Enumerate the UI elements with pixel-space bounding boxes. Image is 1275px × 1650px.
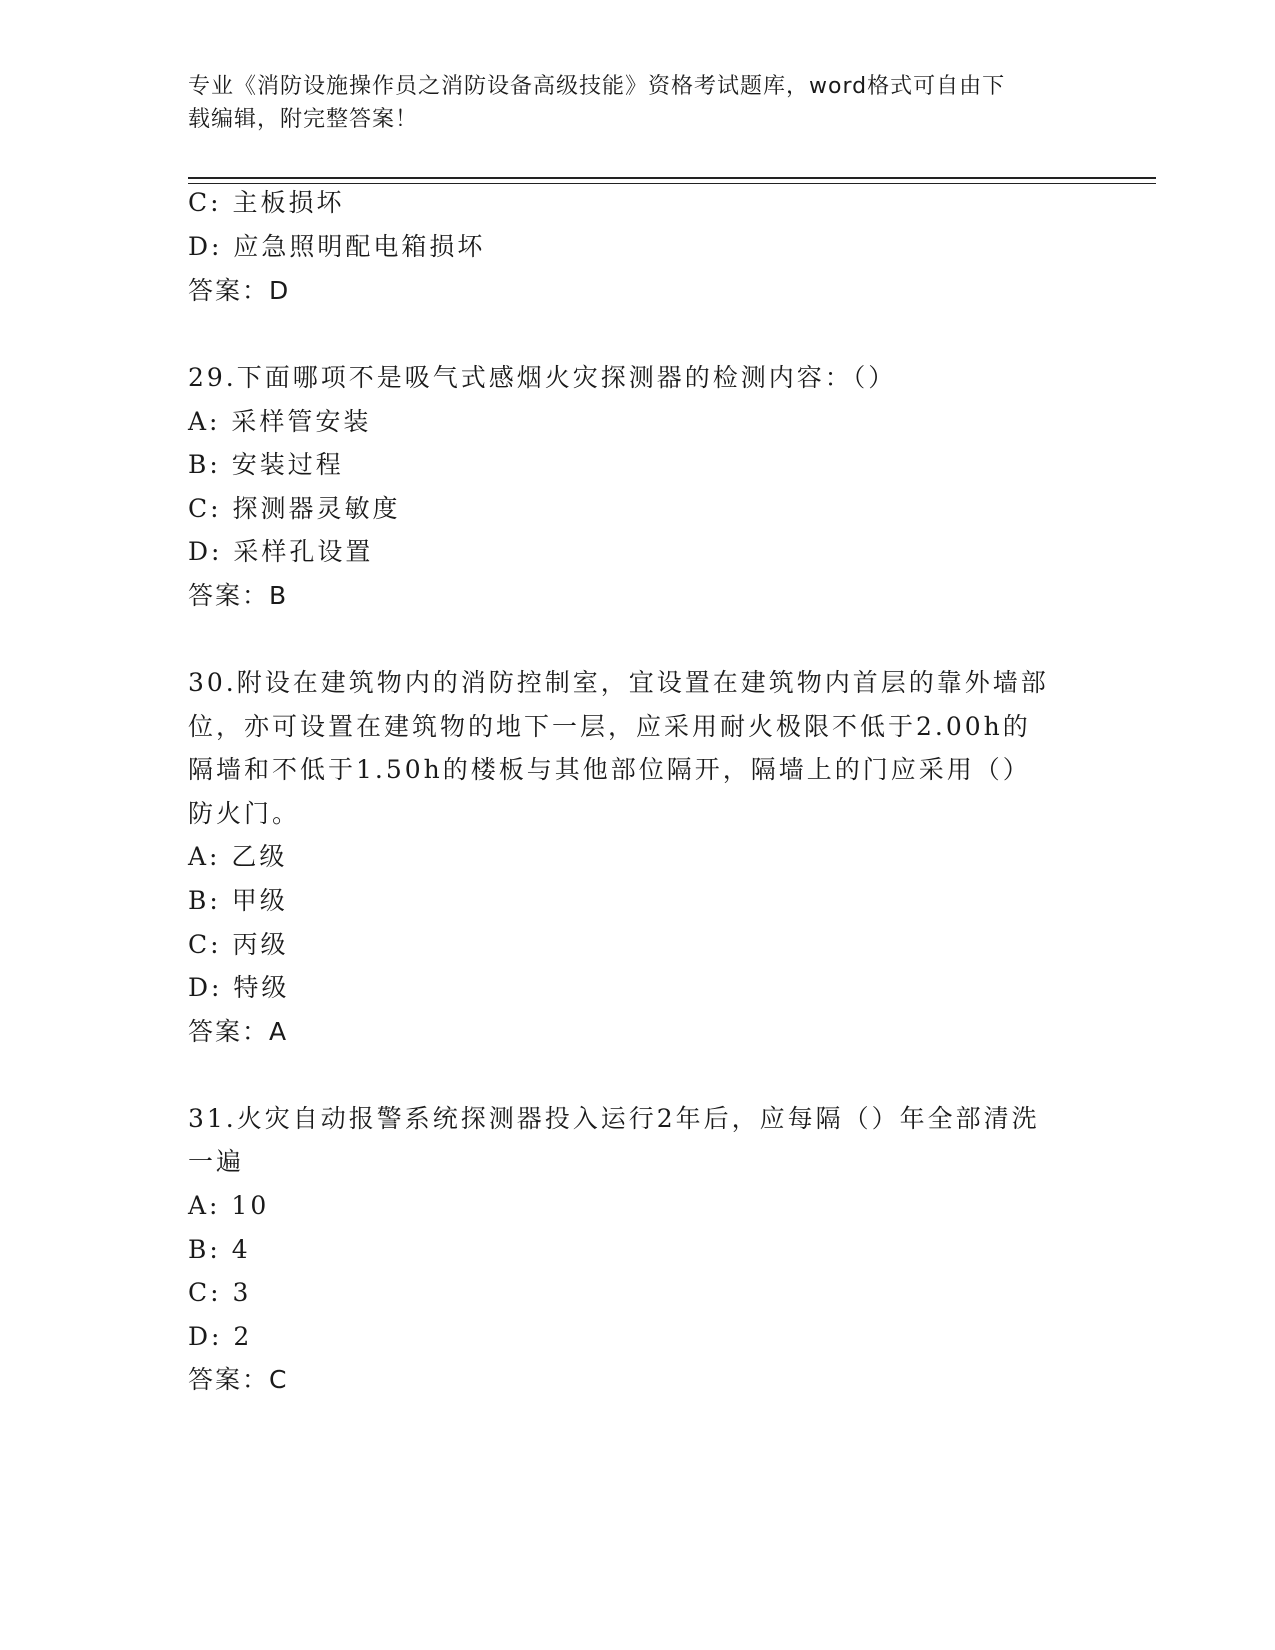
q29-option-a: A: 采样管安装 bbox=[188, 407, 372, 436]
q28-option-d: D: 应急照明配电箱损坏 bbox=[188, 232, 486, 261]
q31-option-d: D: 2 bbox=[188, 1322, 253, 1351]
q30-option-a: A: 乙级 bbox=[188, 842, 288, 871]
q28-answer: 答案：D bbox=[188, 276, 291, 305]
q31-stem-line-2: 一遍 bbox=[188, 1147, 245, 1176]
q31-option-c: C: 3 bbox=[188, 1278, 252, 1307]
q30-option-b: B: 甲级 bbox=[188, 886, 288, 915]
q31-option-a: A: 10 bbox=[188, 1191, 270, 1220]
q29-stem: 29.下面哪项不是吸气式感烟火灾探测器的检测内容：（） bbox=[188, 363, 897, 392]
header-line-1: 专业《消防设施操作员之消防设备高级技能》资格考试题库，word格式可自由下 bbox=[188, 74, 1006, 99]
q28-option-c: C: 主板损坏 bbox=[188, 188, 345, 217]
q30-option-d: D: 特级 bbox=[188, 973, 290, 1002]
q30-stem-line-4: 防火门。 bbox=[188, 799, 301, 828]
q30-stem-line-2: 位，亦可设置在建筑物的地下一层，应采用耐火极限不低于2.00h的 bbox=[188, 712, 1031, 741]
q31-stem-line-1: 31.火灾自动报警系统探测器投入运行2年后，应每隔（）年全部清洗 bbox=[188, 1104, 1040, 1133]
q30-answer: 答案：A bbox=[188, 1017, 289, 1046]
q31-option-b: B: 4 bbox=[188, 1235, 251, 1264]
q29-option-d: D: 采样孔设置 bbox=[188, 537, 374, 566]
q30-option-c: C: 丙级 bbox=[188, 930, 289, 959]
header-divider-thick bbox=[188, 177, 1156, 179]
header-line-2: 载编辑，附完整答案！ bbox=[188, 107, 419, 132]
document-header bbox=[188, 70, 1078, 136]
q29-option-b: B: 安装过程 bbox=[188, 450, 344, 479]
q30-stem-line-1: 30.附设在建筑物内的消防控制室，宜设置在建筑物内首层的靠外墙部 bbox=[188, 668, 1049, 697]
q31-answer: 答案：C bbox=[188, 1365, 289, 1394]
q29-option-c: C: 探测器灵敏度 bbox=[188, 494, 401, 523]
q30-stem-line-3: 隔墙和不低于1.50h的楼板与其他部位隔开，隔墙上的门应采用（） bbox=[188, 755, 1031, 784]
q29-answer: 答案：B bbox=[188, 581, 289, 610]
header-divider-thin bbox=[188, 183, 1156, 184]
